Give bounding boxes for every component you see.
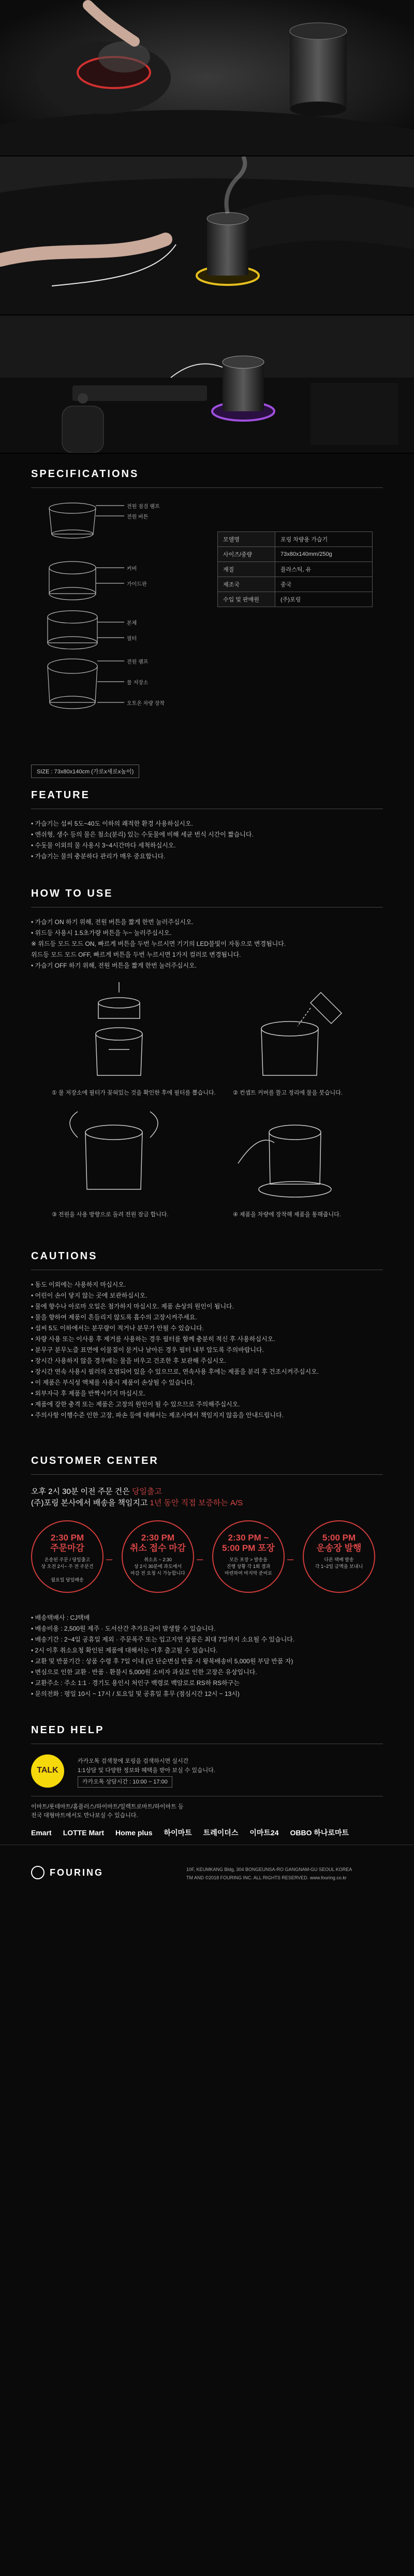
talk-line: 1:1상담 및 다양한 정보와 혜택을 받아 보실 수 있습니다. [78,1767,215,1774]
timeline-step [212,1520,285,1593]
part-label: 전원 버튼 [127,514,149,520]
product-photo-2 [0,156,414,315]
timeline-time: 2:30 PM 취소 접수 마감 [130,1533,186,1553]
spec-key: 수입 및 판매원 [218,592,275,607]
store-logo-emart24: 이마트24 [249,1829,279,1837]
table-row [218,562,373,577]
list-item: ※ 위드등 모드 모드 ON, 빠르게 버튼을 두번 누르시면 기기의 LED불빛이 자동으로 변경됩니다. [31,940,286,947]
cautions-section [0,1236,414,1441]
list-item: • 물에 향수나 아로마 오일은 첨가하지 마십시오. 제품 손상의 원인이 됩니다. [31,1303,234,1310]
list-item: • 외부자극 후 제품을 반짝시키지 마십시오. [31,1390,146,1397]
retail-line: 전국 대형마트에서도 만나보실 수 있습니다. [31,1812,138,1819]
timeline-time: 2:30 PM ~ 5:00 PM 포장 [222,1533,275,1553]
step-3-illustration [31,1101,197,1205]
step-4-illustration [207,1101,373,1205]
how-to-use-section [0,873,414,1236]
shipping-info-list [31,1613,383,1700]
need-help-title: NEED HELP [31,1710,383,1744]
timeline-dash: – [197,1552,203,1565]
timeline-step [303,1520,375,1593]
timeline-time: 2:30 PM 주문마감 [50,1533,84,1553]
product-photo-3 [0,315,414,454]
how-to-use-list [31,917,383,971]
spec-key: 모델명 [218,532,275,547]
talk-hours: 카카오톡 상담시간 : 10:00 ~ 17:00 [78,1776,172,1788]
list-item: • 장시간 사용하지 않을 경우에는 물을 비우고 건조한 후 보관해 주십시오. [31,1357,227,1364]
list-item: • 섭씨 5도 이하에서는 분무량이 적거나 분무가 안될 수 있습니다. [31,1325,204,1332]
list-item: • 배송택배사 : CJ택배 [31,1614,90,1621]
footer [0,1845,414,1907]
part-label: 본체 [127,621,137,626]
list-item: • 문의전화 : 평일 10시 ~ 17시 / 토요일 및 공휴일 휴무 (점심시간 12시 ~ 13시) [31,1690,240,1697]
list-item: • 가습기는 물의 충분하다 관리가 매우 중요합니다. [31,853,166,860]
step-caption: ① 물 저장소에 필터가 꽂혀있는 것을 확인한 후에 필터를 뽑습니다. [52,1090,216,1096]
list-item: • 동도 이외에는 사용하지 마십시오. [31,1281,126,1288]
list-item: • 위드등 사용시 1.5초가량 버튼을 누~ 눌러주십시오. [31,929,172,937]
brand-name: FOURING [50,1867,103,1878]
list-item: • 제품에 강한 충격 또는 제품은 고장의 원인이 될 수 있으므로 주의해주십시오. [31,1401,240,1408]
spec-value: 포링 차량용 가습기 [275,532,373,547]
store-logo-emart: Emart [31,1829,52,1837]
list-item: • 배송비용 : 2,500원 제주 · 도서산간 추가요금이 발생할 수 있습니다. [31,1625,216,1632]
part-label: 필터 [127,636,137,642]
step-caption: ③ 전원을 사용 방향으로 돌려 전원 잠금 합니다. [52,1212,169,1218]
store-logos [31,1827,383,1838]
part-label: 전원 램프 [127,659,149,665]
timeline-dash: – [287,1552,294,1565]
kakao-talk-block [31,1754,383,1796]
lead-text: (주)포링 본사에서 배송을 책임지고 [31,1499,150,1507]
part-label: 커버 [127,566,137,572]
table-row [218,532,373,547]
list-item: 위드등 모드 모드 OFF, 빠르게 버튼을 두번 누르시면 1가지 컬러로 변경됩니다. [31,951,241,958]
timeline-time: 5:00 PM 운송장 발행 [316,1533,362,1553]
part-label: 전원 점검 램프 [127,504,160,510]
list-item: • 교환 및 반품기간 : 상품 수령 후 7일 이내 (단 단순변심 반품 시 왕복배송비 5,000원 부담 반품 자) [31,1658,293,1665]
step-caption: ② 컨셉트 커버를 뜰고 정리에 물을 붓습니다. [233,1090,343,1096]
spec-key: 제조국 [218,577,275,592]
store-logo-traders: 트레이더스 [203,1829,239,1837]
feature-list [31,818,383,862]
table-row [218,547,373,562]
timeline-dash: – [106,1552,113,1565]
part-label: 가이드판 [127,582,147,587]
table-row [218,592,373,607]
timeline-step [122,1520,194,1593]
customer-center-title: CUSTOMER CENTER [31,1441,383,1475]
store-logo-homeplus: Home plus [115,1829,153,1837]
spec-value: 73x80x140mm/250g [275,547,373,562]
product-photo-1 [0,0,414,156]
part-label: 물 저장소 [127,680,149,686]
footer-logo [31,1866,103,1879]
customer-center-section [0,1441,414,1710]
spec-table [217,531,373,607]
step-caption: ④ 제품을 차량에 장착해 제품을 통해줍니다. [233,1212,341,1218]
list-item: • 어린이 손이 닿지 않는 곳에 보관하십시오. [31,1292,147,1299]
talk-line: 카카오톡 검색창에 포링을 검색하시면 실시간 [78,1758,189,1764]
list-item: • 주의사항 이행수준 인한 고장, 파손 등에 대해서는 제조사에서 책임지지 않음을 안내드립니다. [31,1412,284,1419]
list-item: • 가습기는 섭씨 5도~40도 이하의 쾌적한 환경 사용하십시오. [31,820,193,827]
product-photo-1-image [0,0,414,155]
list-item: • 이 제품은 부식성 액체를 사용시 제품이 손상될 수 있습니다. [31,1379,195,1386]
list-item: • 가습기 ON 하기 위해, 전원 버튼을 짧게 한번 눌러주십시오. [31,918,194,926]
timeline-desc: 취소요 ~ 2:30 상 2시 30분에 과도에서 마감 전 요청 시 가능합니다 [130,1557,185,1576]
list-item: • 가습기 OFF 하기 위해, 전원 버튼을 짧게 한번 눌러주십시오. [31,962,197,969]
feature-title: FEATURE [31,775,383,809]
lead-highlight: 당일출고 [131,1487,162,1496]
footer-copyright: TM AND ©2018 FOURING INC. ALL RIGHTS RESERVED. www.fouring.co.kr [186,1875,347,1880]
step-1-illustration [31,982,197,1086]
list-item: • 2시 이후 취소요청 확인된 제품에 대해서는 이후 출고될 수 있습니다. [31,1647,218,1654]
specifications-section [0,454,414,775]
store-logo-himart: 하이마트 [164,1829,192,1837]
spec-key: 사이즈/중량 [218,547,275,562]
lead-highlight: 1년 동안 직접 보증하는 A/S [150,1499,243,1507]
how-to-use-title: HOW TO USE [31,873,383,908]
shipping-timeline [31,1520,383,1603]
kakao-talk-label: TALK [37,1766,58,1775]
cautions-list [31,1279,383,1421]
list-item: • 수돗물 이외의 물 사용시 3~4시간마다 세척하십시오. [31,842,176,849]
step-2-illustration [207,982,373,1086]
spec-key: 재질 [218,562,275,577]
list-item: • 장시간 연속 사용시 필러의 오염되어 있을 수 있으므로, 연속사용 후에는 제품을 분리 후 건조시켜주십시오. [31,1368,319,1375]
retail-line: 이마트/롯데마트/홈플러스/하이마트/일렉트로마트/하이마트 등 [31,1804,184,1810]
list-item: • 변심으로 인한 교환 · 반품 · 환불시 5,000원 소비자 과실로 인한 고장은 유상입니다. [31,1668,257,1676]
list-item: • 분무구 분무노즐 표면에 이물질이 묻거나 날아든 경우 필터 내부 압도록 주의바랍니다. [31,1346,264,1354]
spec-value: 플라스틱, 유 [275,562,373,577]
need-help-section [0,1710,414,1845]
timeline-desc: 다른 택배 발송 각 1~2일 금액을 보내니 [315,1557,363,1569]
feature-section [0,775,414,873]
list-item: • 차량 사용 또는 이사용 후 제거를 사용하는 경우 필터를 함께 충분히 적신 후 사용하십시오. [31,1335,275,1343]
kakao-talk-text [78,1757,215,1788]
table-row [218,577,373,592]
footer-address: 10F, KEUMKANG Bldg, 304 BONGEUNSA-RO GANGNAM-GU SEOUL KOREA [186,1867,352,1872]
timeline-desc: 모든 포장 > 발송을 진행 상황 각 1회 결과 마련하여 마지막 준비로 [225,1557,272,1576]
list-item: • 교환주소 : 주소 1:1 · 경기도 용인시 처인구 백령로 백암로로 RS하 RS하구는 [31,1679,240,1687]
store-logo-lottemart: LOTTE Mart [63,1829,105,1837]
kakao-talk-icon[interactable] [31,1754,64,1788]
cautions-title: CAUTIONS [31,1236,383,1270]
brand-mark-icon [31,1866,45,1879]
store-logo-hanaro: OBBO 하나로마트 [290,1829,349,1837]
timeline-step [31,1520,103,1593]
list-item: • 배송기간 : 2~4일 공휴일 제외 · 주문폭주 또는 입고지연 상품은 최대 7일까지 소요될 수 있습니다. [31,1636,295,1643]
spec-value: 중국 [275,577,373,592]
size-note: SIZE : 73x80x140cm (가로x세로x높이) [31,765,139,778]
specifications-title: SPECIFICATIONS [31,454,383,488]
part-label: 오토온 차량 장착 [127,701,165,707]
timeline-desc: 온송된 주문 / 당일출고 상 오전 2시~ 주 전 주문건 월요일 당일배송 [41,1557,94,1582]
list-item: • 물을 향하여 제품이 흔들리지 않도록 흡수의 고장시켜주세요. [31,1314,197,1321]
list-item: • 엔쉬형, 생수 등의 물은 첨소(분리) 있는 수돗물에 비해 세균 번식 시간이 짧습니다. [31,831,254,838]
product-photo-3-image [0,315,414,453]
lead-text: 오후 2시 30분 이전 주문 건은 [31,1487,132,1496]
shipping-lead [31,1486,383,1509]
product-photo-2-image [0,156,414,314]
spec-value: (주)포링 [275,592,373,607]
retail-note [31,1796,383,1820]
